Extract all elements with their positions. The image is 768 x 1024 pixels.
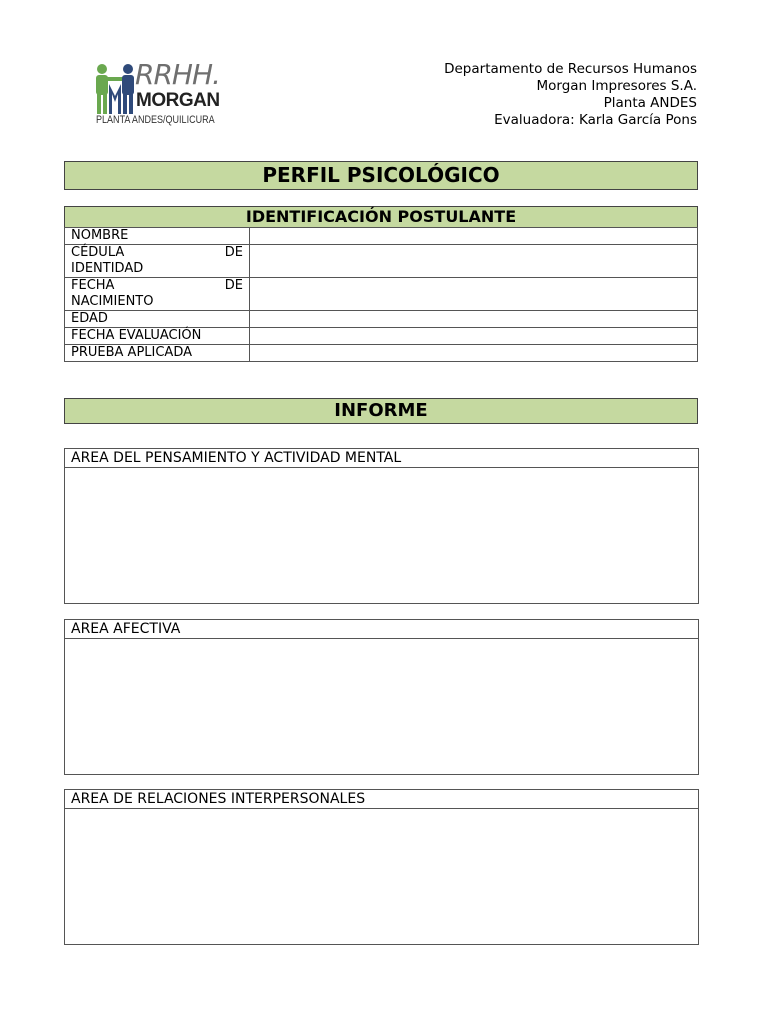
field-label-cedula: CÉDULA DE IDENTIDAD <box>65 245 250 278</box>
company-logo <box>92 58 222 130</box>
people-icon <box>92 62 140 120</box>
table-row <box>65 345 698 362</box>
field-value-cedula[interactable] <box>250 245 698 278</box>
field-value-fecha-evaluacion[interactable] <box>250 328 698 345</box>
field-label-edad: EDAD <box>65 311 250 328</box>
field-label-nombre: NOMBRE <box>65 228 250 245</box>
section-text-area[interactable] <box>65 468 698 603</box>
section-pensamiento <box>64 448 699 604</box>
table-row <box>65 328 698 345</box>
page-title: PERFIL PSICOLÓGICO <box>64 161 698 190</box>
table-row <box>65 245 698 278</box>
identification-heading: IDENTIFICACIÓN POSTULANTE <box>64 206 698 228</box>
table-row <box>65 278 698 311</box>
header-line: Planta ANDES <box>603 95 697 111</box>
field-value-nombre[interactable] <box>250 228 698 245</box>
section-text-area[interactable] <box>65 639 698 774</box>
section-title: AREA AFECTIVA <box>65 620 698 639</box>
section-title: AREA DE RELACIONES INTERPERSONALES <box>65 790 698 809</box>
logo-subtitle: PLANTA ANDES/QUILICURA <box>96 114 215 126</box>
department-header <box>444 61 697 129</box>
section-title: AREA DEL PENSAMIENTO Y ACTIVIDAD MENTAL <box>65 449 698 468</box>
field-label-prueba-aplicada: PRUEBA APLICADA <box>65 345 250 362</box>
field-value-prueba-aplicada[interactable] <box>250 345 698 362</box>
section-afectiva <box>64 619 699 775</box>
logo-brand-text: MORGAN <box>136 90 220 111</box>
header-line: Departamento de Recursos Humanos <box>444 61 697 77</box>
section-text-area[interactable] <box>65 809 698 944</box>
section-relaciones <box>64 789 699 945</box>
field-label-fecha-evaluacion: FECHA EVALUACIÓN <box>65 328 250 345</box>
field-label-fecha-nacimiento: FECHA DE NACIMIENTO <box>65 278 250 311</box>
table-row <box>65 311 698 328</box>
table-row <box>65 228 698 245</box>
field-value-edad[interactable] <box>250 311 698 328</box>
field-value-fecha-nacimiento[interactable] <box>250 278 698 311</box>
informe-heading: INFORME <box>64 398 698 424</box>
identification-table <box>64 227 698 362</box>
header-line: Morgan Impresores S.A. <box>536 78 697 94</box>
logo-rrhh-text: RRHH. <box>135 58 220 91</box>
header-line: Evaluadora: Karla García Pons <box>494 112 697 128</box>
